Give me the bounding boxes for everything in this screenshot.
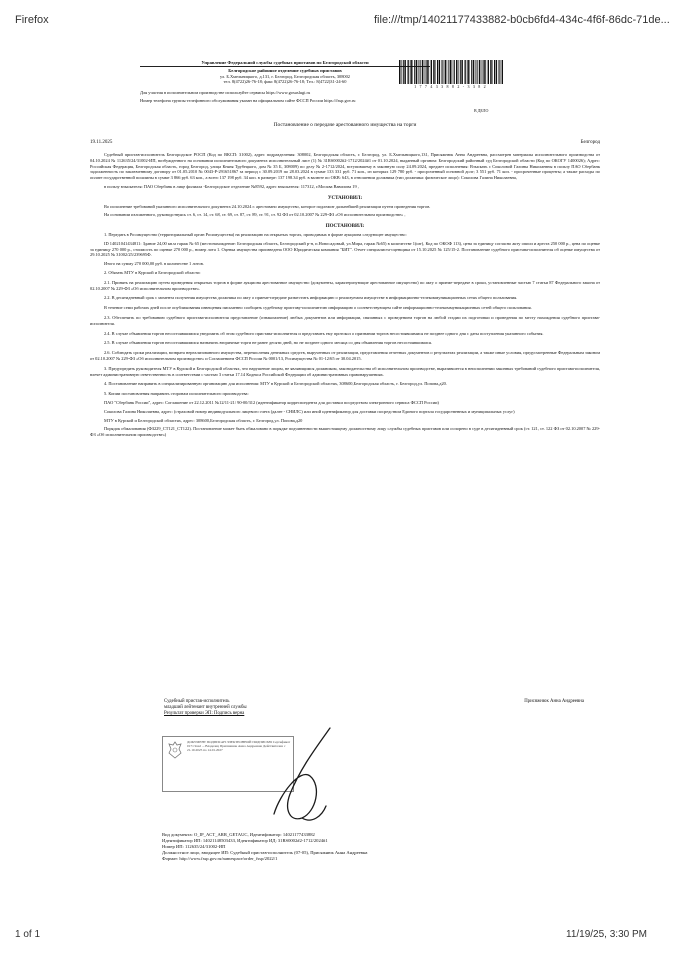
list-item: Порядок обжалования (ФЗ229_СТ121_СТ122). Постановление может быть обжаловано в порядке подчиненности вышестоящему должностному лицу службы судебных приставов или оспорено в суде в десятидневный срок (ст. 121, ст. 122 ФЗ от 02.10.2007 № 229-ФЗ «Об исполнительном производстве») bbox=[90, 426, 600, 438]
doc-type: Вид документа: O_IP_ACT_ARR_GETAUC, Идентификатор: 14021177433882 bbox=[162, 832, 315, 837]
list-item: ID 14021041434811: Здание 24,00 кв.м гараж № 65 (местонахождение: Белгородская область, Белгородский р-н, п.Новосадовый, ул.Мира, гараж №65) в количестве 1(шт), Код по ОКОФ 113), цена за единицу согласно акту описи и ареста 250 000 р., цена по оценке за единицу 270 000 р., стоимость по оценке 270 000 р., номер лота 1. Оценка имущества произведена ООО Юридическая компания "БИТ". Отчет специалиста-оценщика от 15.10.2025 № 125/15-2. Постановление судебного пристава-исполнителя об оценке имущества от 29.10.2025 № 31002/25/239695Ф. bbox=[90, 240, 600, 258]
coat-of-arms-icon bbox=[167, 741, 183, 759]
barcode-image bbox=[398, 60, 503, 84]
list-item: 4. Постановление направить в специализированную организацию для исполнения: МТУ в Курской и Белгородской областях, 308600,Белгородская область, г. Белгород,ул. Попова,д20. bbox=[104, 381, 447, 387]
signed-by: Должностное лицо, вводящее ИП: Судебный пристав-исполнитель (07-05), Присяжнюк Анна Андреевна bbox=[162, 850, 368, 855]
basis-paragraph: На основании изложенного, руководствуясь ст. 6, ст. 14, ст. 68, ст. 69, ст. 87, ст. 89, ст. 91, ст. 92 ФЗ от 02.10.2007 № 229-ФЗ «Об исполнительном производстве» , bbox=[104, 212, 406, 218]
list-item: 2.5. В случае объявления торгов несостоявшимися назначить вторичные торги не ранее десяти дней, но не позднее одного месяца со дня объявления торгов несостоявшимися. bbox=[104, 340, 432, 346]
signature-block bbox=[164, 699, 584, 717]
list-item: 2.2. В десятидневный срок с момента получения имущества должника по акту о приеме-передаче разместить информацию о реализуемом имуществе в информационно-телекоммуникационных сетях общего пользования. bbox=[104, 295, 518, 301]
list-item: Итого на сумму 270 000,00 руб. в количестве 1 лотов. bbox=[104, 261, 204, 267]
list-item: МТУ в Курской и Белгородской областях, адрес: 308600,Белгородская область, г. Белгород,ул. Попова,д20 bbox=[104, 417, 303, 423]
signer-name: Присяжнюк Анна Андреевна bbox=[524, 699, 584, 704]
established-heading: УСТАНОВИЛ: bbox=[327, 195, 363, 201]
print-datetime: 11/19/25, 3:30 PM bbox=[566, 929, 647, 940]
signer-title: Судебный пристав-исполнитель bbox=[164, 699, 230, 704]
signer-rank: младший лейтенант внутренней службы bbox=[164, 705, 247, 710]
phone-notice: Номер телефона группы телефонного обслуживания указан на официальном сайте ФССП России https://fssp.gov.ru bbox=[140, 98, 356, 103]
date-row bbox=[90, 140, 600, 146]
list-item: 2.4. В случае объявления торгов несостоявшимися уведомить об этом судебного пристава-исполнителя и представить ему протокол о признании торгов несостоявшимися не позднее одного дня с даты поступления указанного события. bbox=[104, 330, 544, 336]
department-address: ул. Б.Хмельницкого, д.131, г. Белгород, Белгородская область, 308002 bbox=[219, 73, 350, 79]
list-item: 2. Обязать МТУ в Курской и Белгородской области: bbox=[104, 269, 201, 275]
list-item: 2.3. Обеспечить по требованию судебного пристава-исполнителя представление (ознакомление) любых документов или информации, связанных с проведением торгов на любой стадии их подготовки и проведения по месту нахождения судебного пристава-исполнителя. bbox=[90, 314, 600, 326]
document-date: 19.11.2025 bbox=[90, 140, 113, 145]
list-item: В течение семи рабочих дней после опубликования извещения письменно сообщить судебному приставу-исполнителю информацию о соответствующем сайте информационно-телекоммуникационных сетей общего пользования. bbox=[104, 305, 532, 311]
handwritten-signature bbox=[260, 724, 350, 829]
department-phone: тел. 8(4722)26-76-18; факс 8(4722)26-76-18; Тел.: 8(4722)31-24-60 bbox=[223, 78, 347, 84]
list-item: Соколова Галина Николаевна, адрес: (страховой номер индивидуального лицевого счета (далее - СНИЛС) или иной идентификатор для доставки посредством Единого портала государственных и муниципальных услуг) bbox=[104, 408, 515, 414]
file-url: file:///tmp/14021177433882-b0cb6fd4-434c-4f6f-86dc-71de... bbox=[374, 14, 670, 26]
page-count: 1 of 1 bbox=[15, 929, 41, 940]
stamp-text: ДОКУМЕНТ ПОДПИСАН ЭЛЕКТРОННОЙ ПОДПИСЬЮ Сертификат 0171 9aa2 ... Владелец Присяжнюк Анна Андреевна Действителен с 21.10.2025 по 14.01.2027 bbox=[187, 740, 291, 752]
barcode-number: 1 7 7 4 3 3 8 8 2 - 3 3 8 2 bbox=[414, 84, 487, 89]
browser-name: Firefox bbox=[15, 14, 49, 26]
list-item: 2.6. Соблюдать сроки реализации, возврата нереализованного имущества, перечисления денежных средств, вырученных от реализации, представления отчетных документов о результатах реализации, а также иные условия, предусмотренные Федеральным законом от 02.10.2007 № 229-ФЗ «Об исполнительном производстве» и Соглашением ФССП России № 0001/13, Росимущества № 01-12/65 от 30.04.2015. bbox=[90, 350, 600, 361]
list-item: 5. Копии постановления направить сторонам исполнительного производства: bbox=[104, 391, 249, 397]
document-city: Белгород bbox=[580, 140, 600, 145]
ip-number: Номер ИП: 112635/24/31002-ИП bbox=[162, 844, 226, 849]
ip-identifier: Идентификатор ИП: 14021148503433, Идентификатор ИД: 31RS0002#2-1712/2024#1 bbox=[162, 838, 328, 843]
document-metadata bbox=[162, 832, 582, 862]
agency-name: Управление Федеральной службы судебных приставов по Белгородской области bbox=[201, 60, 369, 65]
format-url: Формат: http://www.fssp.gov.ru/namespace/order_fssp/2022/1 bbox=[162, 856, 278, 861]
document-body bbox=[90, 152, 600, 438]
list-item: 1. Передать в Росимущество (территориальный орган Росимущества) на реализацию на открытых торгах, проводимых в форме аукциона следующее имущество: bbox=[104, 231, 407, 237]
page-title: Постановление о передаче арестованного имущества на торги bbox=[273, 122, 417, 128]
list-item: 2.1. Принять на реализацию путем проведения открытых торгов в форме аукциона арестованное имущество (документы, характеризующие арестованное имущество) по акту о приеме-передаче в сроки, установленные частью 7 статьи 87 Федерального закона от 02.10.2007 № 229-ФЗ «Об исполнительном производстве». bbox=[90, 279, 600, 291]
resolved-heading: ПОСТАНОВИЛ: bbox=[325, 224, 365, 230]
agency-header bbox=[140, 60, 430, 84]
list-item: 3. Предупредить руководителя МТУ в Курской и Белгородской областях, что нарушение лицом, не являющимся должником, законодательства об исполнительном производстве, выразившееся в неисполнении законных требований судебного пристава-исполнителя, влечет административную ответственность в соответствии с частью 3 статьи 17.14 Кодекса Российской Федерации об административных правонарушениях. bbox=[90, 365, 600, 377]
intro-paragraph-claimant: в пользу взыскателя: ПАО Сбербанк в лице филиала -Белгородское отделение №8592, адрес взыскателя: 117312, г.Москва Вавилова 19 , bbox=[104, 183, 359, 189]
intro-paragraph: Судебный пристав-исполнитель Белгородское РОСП (Код по ВКСП: 31002), адрес подразделения: 308002, Белгородская область, г. Белгород, ул. Б.Хмельницкого,131, Присяжнюк Анна Андреевна, рассмотрев материалы исполнительного производства от 04.10.2024 № 112635/24/31002-ИП, возбужденного на основании исполнительного документа исполнительный лист (1) № 31RS0002#2-1712/2024#1 от 01.10.2024, выданный органом: Белгородский районный суд Белгородской области (Код по ОКОГУ 1400026); Адрес: Российская Федерация, Белгородская область, город Белгород, улица Князя Трубецкого, дом № 35 Б, 308009) по делу № 2-1712/2024, вступившему в законную силу 24.09.2024, предмет исполнения: Взыскать с Соколовой Галины Николаевны в пользу ПАО Сбербанк задолженность по заключенному договору от 01.05.2010 № 0043-Р-291651867 за период с 30.09.2019 по 28.03.2024 в сумме 133 331 руб. 71 коп., из которых 129 780 руб. - просроченный основной долг; 3 551 руб. 71 коп. - просроченные проценты; а также расходы по оплате государственной пошлины в сумме 3 866 руб. 63 коп., а всего 137 198 руб. 34 коп. в размере: 137 198.34 руб. в валюте по ОКВ: 643, в отношении должника (тип должника: физическое лицо): Соколова Галина Николаевна, bbox=[90, 152, 600, 181]
signature-check-result: Результат проверки ЭП: Подпись верна bbox=[164, 711, 245, 716]
established-paragraph: Во исполнение требований указанного исполнительного документа 24.10.2024 г. арестовано имущество, которое подлежит дальнейшей реализации путем проведения торгов. bbox=[104, 203, 431, 209]
gosuslugi-notice: Для участия в исполнительном производстве используйте сервисы https://www.gosuslugi.ru bbox=[140, 90, 311, 95]
document-page bbox=[90, 60, 600, 890]
department-name: Белгородское районное отделение судебных приставов bbox=[228, 68, 342, 74]
vdelo-mark: В ДЕЛО bbox=[474, 108, 489, 113]
list-item: ПАО "Сбербанк России", адрес: Соглашение от 22.12.2011 №12/11-21/ 90-00/312 (идентификатор корреспондента для доставки посредством электронного сервиса ФССП России) bbox=[104, 399, 439, 405]
